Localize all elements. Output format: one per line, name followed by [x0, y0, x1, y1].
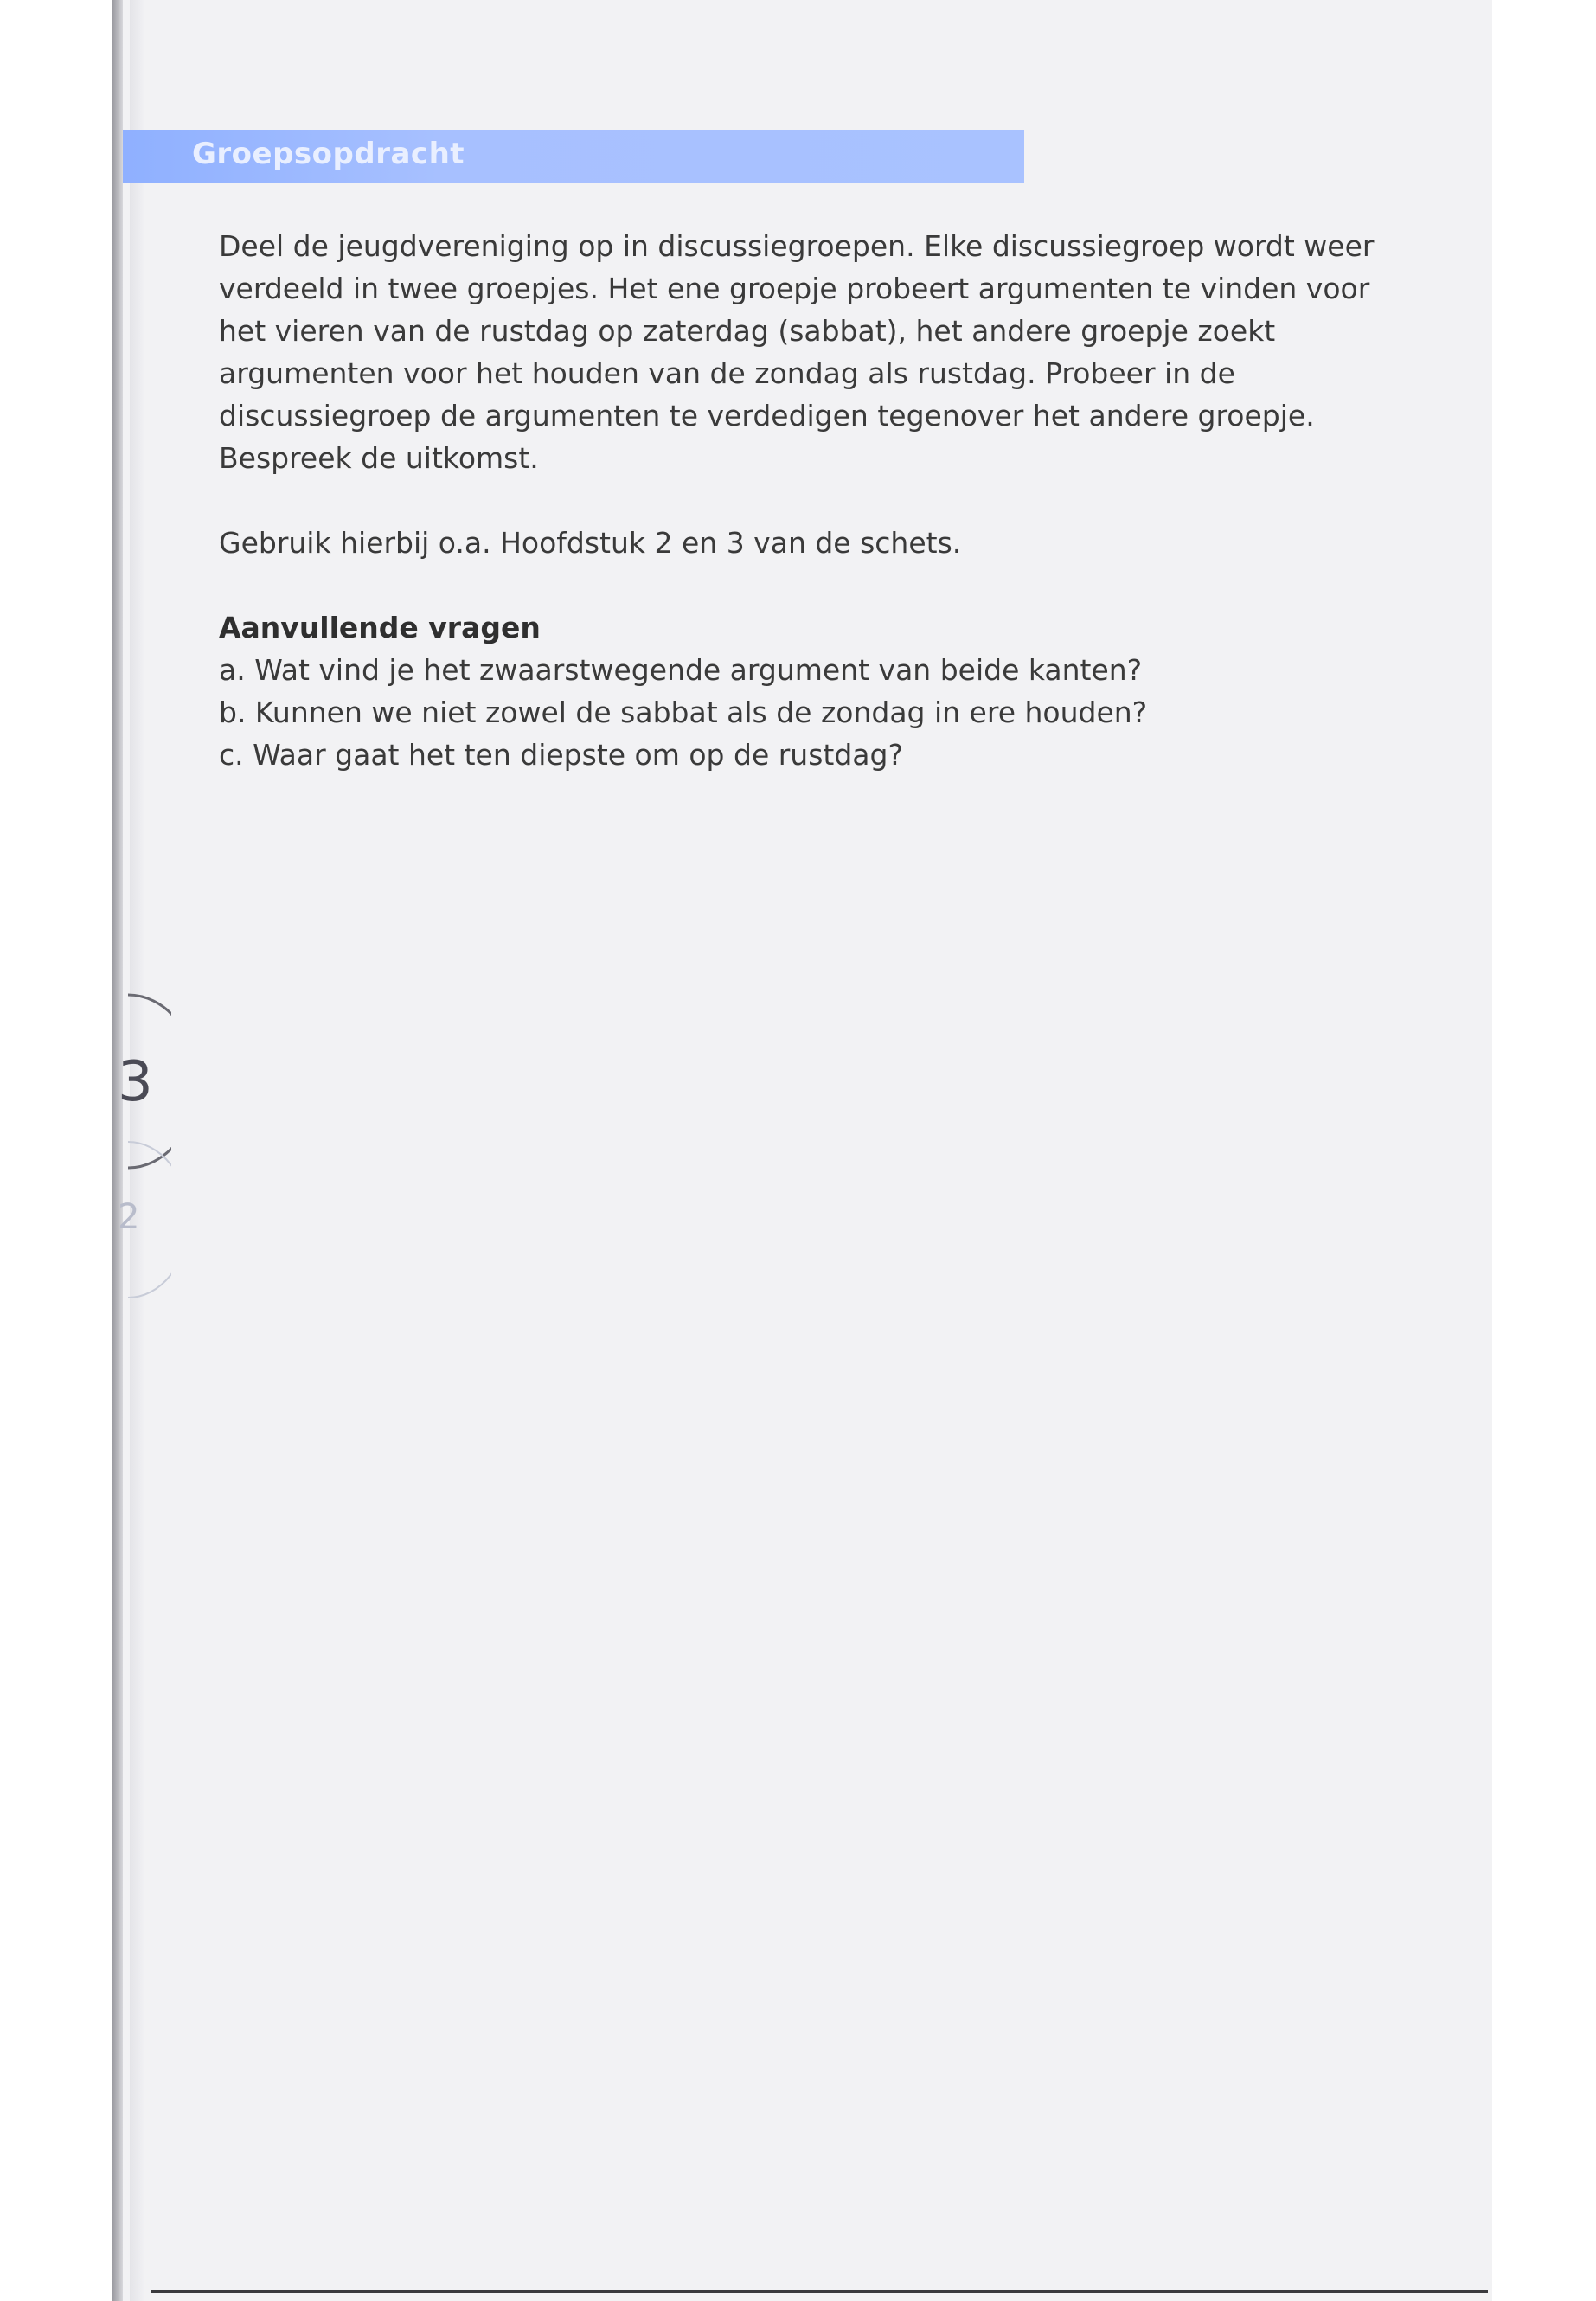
bottom-rule [151, 2290, 1488, 2293]
questions-heading: Aanvullende vragen [219, 611, 541, 644]
assignment-paragraph: Deel de jeugdvereniging op in discussiegroepen. Elke discussiegroep wordt weer verdeeld in twee groepjes. Het ene groepje probeert argumenten te vinden voor het vieren van de rustdag op zaterdag (sabbat), het andere groepje zoekt argumenten voor het houden van de zondag als rustdag. Probeer in de discussiegroep de argumenten te verdedigen tegenover het andere groepje. Bespreek de uitkomst. [219, 229, 1375, 475]
chapter-tab-marker [111, 969, 171, 1315]
question-item: a. Wat vind je het zwaarstwegende argument van beide kanten? [219, 653, 1143, 687]
reference-paragraph: Gebruik hierbij o.a. Hoofdstuk 2 en 3 van de schets. [219, 526, 962, 560]
section-title: Groepsopdracht [192, 137, 465, 171]
section-header-bar [123, 130, 1024, 183]
tab-number-visible: 3 [118, 1050, 153, 1114]
questions-list [219, 649, 1378, 776]
content [219, 225, 1378, 776]
tab-number-partial: 2 [118, 1197, 140, 1237]
question-item: b. Kunnen we niet zowel de sabbat als de zondag in ere houden? [219, 695, 1148, 729]
question-item: c. Waar gaat het ten diepste om op de rustdag? [219, 738, 903, 772]
